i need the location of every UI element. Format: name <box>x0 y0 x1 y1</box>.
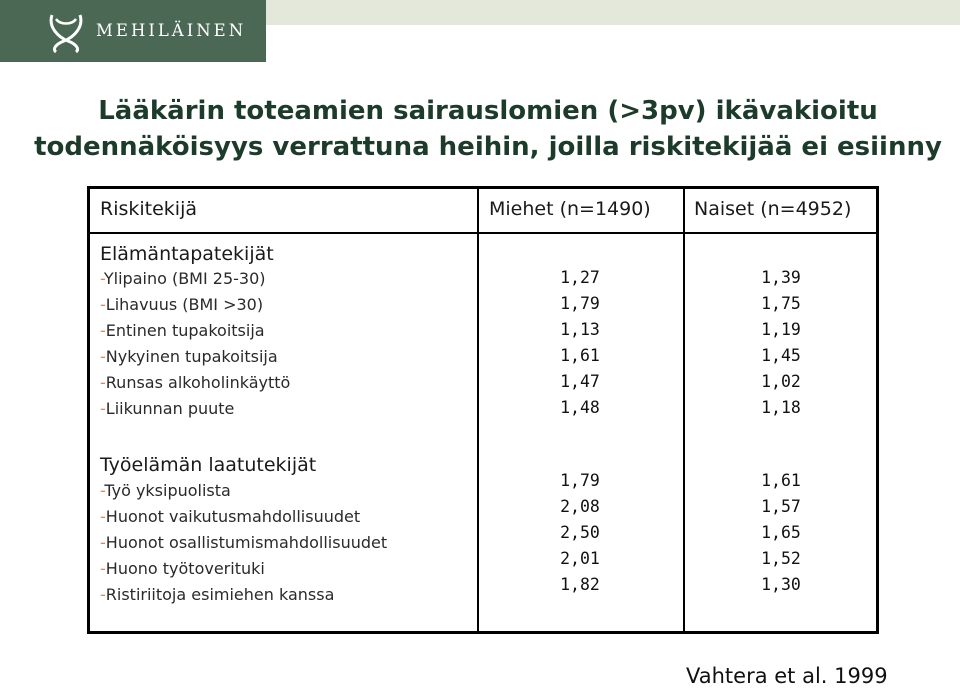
table-row-label: -Runsas alkoholinkäyttö <box>100 373 291 392</box>
table-row-label: -Lihavuus (BMI >30) <box>100 295 264 314</box>
women-value: 1,30 <box>761 575 801 594</box>
table-row-label: -Huonot osallistumismahdollisuudet <box>100 533 388 552</box>
men-value: 2,01 <box>560 549 600 568</box>
men-value: 1,79 <box>560 294 600 313</box>
brand-logo <box>0 0 266 62</box>
men-value: 1,61 <box>560 346 600 365</box>
section-heading-lifestyle: Elämäntapatekijät <box>100 243 274 265</box>
men-value: 1,47 <box>560 372 600 391</box>
women-value: 1,02 <box>761 372 801 391</box>
column-divider-2 <box>683 189 685 631</box>
column-header-men: Miehet (n=1490) <box>489 198 651 220</box>
men-value: 1,82 <box>560 575 600 594</box>
women-value: 1,75 <box>761 294 801 313</box>
women-value: 1,52 <box>761 549 801 568</box>
men-value: 1,27 <box>560 268 600 287</box>
title-line-1: Lääkärin toteamien sairauslomien (>3pv) ikävakioitu <box>98 96 878 126</box>
women-value: 1,45 <box>761 346 801 365</box>
table-row-label: -Ylipaino (BMI 25-30) <box>100 269 266 288</box>
brand-name: MEHILÄINEN <box>96 21 247 40</box>
page-title <box>0 93 960 165</box>
header-strip <box>266 0 960 25</box>
section-heading-work-quality: Työelämän laatutekijät <box>100 454 317 476</box>
citation: Vahtera et al. 1999 <box>686 664 888 688</box>
women-value: 1,39 <box>761 268 801 287</box>
column-divider-1 <box>477 189 479 631</box>
risk-factor-table <box>87 186 879 634</box>
women-value: 1,18 <box>761 398 801 417</box>
men-value: 1,48 <box>560 398 600 417</box>
table-row-label: -Nykyinen tupakoitsija <box>100 347 278 366</box>
men-value: 2,08 <box>560 497 600 516</box>
women-value: 1,57 <box>761 497 801 516</box>
men-value: 1,79 <box>560 471 600 490</box>
women-value: 1,19 <box>761 320 801 339</box>
title-line-2: todennäköisyys verrattuna heihin, joilla riskitekijää ei esiinny <box>34 132 942 162</box>
table-row-label: -Huono työtoverituki <box>100 559 265 578</box>
table-row-label: -Liikunnan puute <box>100 399 235 418</box>
table-row-label: -Työ yksipuolista <box>100 481 231 500</box>
men-value: 2,50 <box>560 523 600 542</box>
men-value: 1,13 <box>560 320 600 339</box>
women-value: 1,65 <box>761 523 801 542</box>
women-value: 1,61 <box>761 471 801 490</box>
table-row-label: -Entinen tupakoitsija <box>100 321 265 340</box>
table-row-label: -Huonot vaikutusmahdollisuudet <box>100 507 361 526</box>
mehilainen-logo-icon <box>46 11 86 53</box>
column-header-risk-factor: Riskitekijä <box>100 198 198 220</box>
table-header-row <box>90 189 876 234</box>
column-header-women: Naiset (n=4952) <box>694 198 852 220</box>
table-row-label: -Ristiriitoja esimiehen kanssa <box>100 585 335 604</box>
